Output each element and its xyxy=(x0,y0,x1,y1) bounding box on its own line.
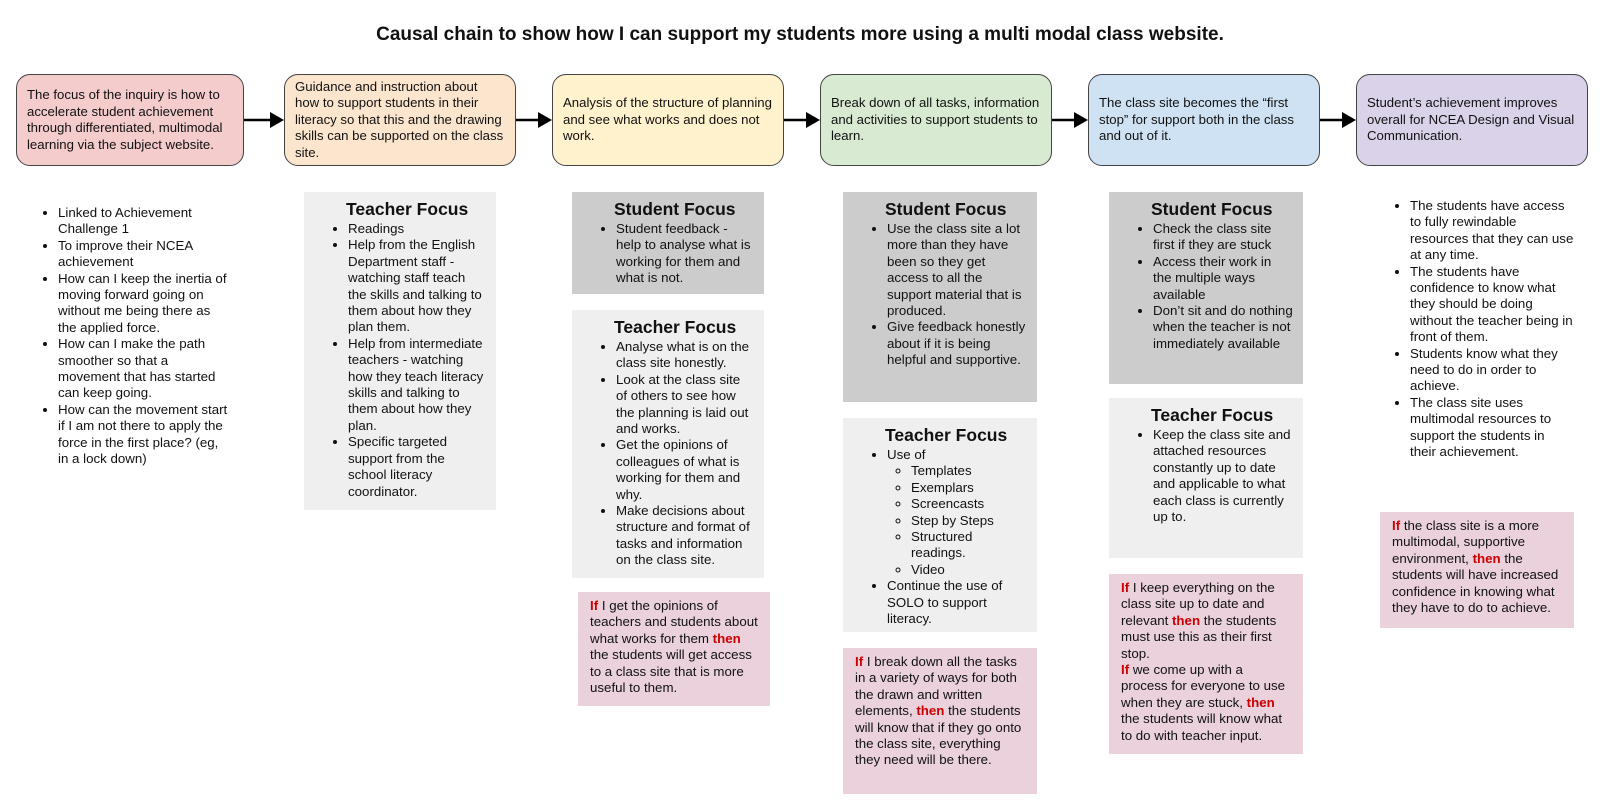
list-item: • Readings xyxy=(348,221,486,237)
list-item: • Help from intermediate teachers - watching how they teach literacy skills and talking to them about how they plan. xyxy=(348,336,486,434)
if-keyword: If xyxy=(590,598,599,613)
hypothesis-text: the students must use this as their first stop. xyxy=(1121,612,1277,661)
col3-teacher-focus xyxy=(572,310,764,578)
hypothesis-text: I keep everything on the class site up to date and relevant xyxy=(1121,580,1275,628)
list-item: ◦ Screencasts xyxy=(911,496,1027,512)
col6-list xyxy=(1378,198,1574,461)
list-item: • Continue the use of SOLO to support literacy. xyxy=(887,578,1027,627)
chain-node-inquiry-focus xyxy=(16,74,244,166)
hypothesis-text: the students will get access to a class site that is more useful to them. xyxy=(590,647,752,696)
col3-student-focus xyxy=(572,192,764,294)
hypothesis-text: the class site is a more multimodal, supportive environment, xyxy=(1392,518,1540,566)
list-item: • Check the class site first if they are stuck xyxy=(1153,221,1293,254)
col1-list xyxy=(26,205,232,468)
list-item: • Specific targeted support from the school literacy coordinator. xyxy=(348,434,486,500)
list-item: • To improve their NCEA achievement xyxy=(58,238,232,271)
node-text: Guidance and instruction about how to support students in their literacy so that this and the drawing skills can be supported on the class site. xyxy=(295,78,504,160)
if-keyword: If xyxy=(855,654,864,669)
list-item: • The students have access to fully rewindable resources that they can use at any time. xyxy=(1410,198,1574,264)
node-text: The focus of the inquiry is how to accelerate student achievement through differentiated, multimodal learning via the subject website. xyxy=(27,87,223,152)
list-item: • How can the movement start if I am not there to apply the force in the first place? (eg, in a lock down) xyxy=(58,402,232,468)
list-item: • Don’t sit and do nothing when the teacher is not immediately available xyxy=(1153,303,1293,352)
hypothesis-text: the students will know that if they go onto the class site, everything they need will be there. xyxy=(855,703,1022,768)
chain-node-guidance xyxy=(284,74,516,166)
list-item: • Linked to Achievement Challenge 1 xyxy=(58,205,232,238)
node-text: Analysis of the structure of planning and see what works and does not work. xyxy=(563,95,772,144)
list-item: • Use the class site a lot more than they have been so they get access to all the support material that is produced. xyxy=(887,221,1027,319)
list-item: ◦ Structured readings. xyxy=(911,529,1027,562)
chain-node-achievement xyxy=(1356,74,1588,166)
section-heading: Teacher Focus xyxy=(614,317,737,337)
section-heading: Student Focus xyxy=(614,199,736,219)
list-item: • Students know what they need to do in order to achieve. xyxy=(1410,346,1574,395)
diagram-title: Causal chain to show how I can support my students more using a multi modal class website. xyxy=(376,24,1224,45)
col3-hypothesis xyxy=(578,592,770,706)
arrow-1-to-2 xyxy=(244,106,284,134)
arrow-4-to-5 xyxy=(1052,106,1088,134)
node-text: Student’s achievement improves overall for NCEA Design and Visual Communication. xyxy=(1367,95,1575,144)
section-heading: Student Focus xyxy=(885,199,1007,219)
col5-student-focus xyxy=(1109,192,1303,384)
hypothesis-text: the students will know what to do with teacher input. xyxy=(1121,711,1283,743)
list-item: • Analyse what is on the class site honestly. xyxy=(616,339,754,372)
list-item xyxy=(887,447,1027,578)
arrow-2-to-3 xyxy=(516,106,552,134)
col6-hypothesis xyxy=(1380,512,1574,628)
list-item: • Look at the class site of others to see how the planning is laid out and works. xyxy=(616,372,754,438)
list-item: • Give feedback honestly about if it is being helpful and supportive. xyxy=(887,319,1027,368)
arrow-3-to-4 xyxy=(784,106,820,134)
list-item: • Student feedback - help to analyse what is working for them and what is not. xyxy=(616,221,754,287)
list-item: • How can I make the path smoother so that a movement that has started can keep going. xyxy=(58,336,232,402)
hypothesis-text: the students will have increased confidence in knowing what they have to do to achieve. xyxy=(1392,550,1559,616)
hypothesis-text: we come up with a process for everyone to use when they are stuck, xyxy=(1121,662,1286,710)
section-heading: Student Focus xyxy=(1151,199,1273,219)
list-item: • Keep the class site and attached resources constantly up to date and applicable to what each class is currently up to. xyxy=(1153,427,1293,525)
then-keyword: then xyxy=(712,630,741,646)
if-keyword: If xyxy=(1121,662,1130,678)
if-keyword: If xyxy=(1121,580,1130,595)
chain-node-first-stop xyxy=(1088,74,1320,166)
col4-student-focus xyxy=(843,192,1037,402)
list-item: ◦ Step by Steps xyxy=(911,513,1027,529)
node-text: The class site becomes the “first stop” for support both in the class and out of it. xyxy=(1099,95,1294,144)
list-item: • Make decisions about structure and format of tasks and information on the class site. xyxy=(616,503,754,569)
node-text: Break down of all tasks, information and activities to support students to learn. xyxy=(831,95,1040,144)
list-item: • The class site uses multimodal resources to support the students in their achievement. xyxy=(1410,395,1574,461)
chain-node-analysis xyxy=(552,74,784,166)
hypothesis-text: I break down all the tasks in a variety of ways for both the drawn and written elements, xyxy=(855,654,1017,719)
list-item: • Get the opinions of colleagues of what is working for them and why. xyxy=(616,437,754,503)
col5-hypothesis xyxy=(1109,574,1303,754)
section-heading: Teacher Focus xyxy=(346,199,469,219)
chain-node-break-down xyxy=(820,74,1052,166)
then-keyword: then xyxy=(916,703,945,719)
col5-teacher-focus xyxy=(1109,398,1303,558)
then-keyword: then xyxy=(1172,612,1201,628)
if-keyword: If xyxy=(1392,518,1401,533)
then-keyword: then xyxy=(1472,550,1501,566)
list-item: • Access their work in the multiple ways available xyxy=(1153,254,1293,303)
list-item: ◦ Video xyxy=(911,562,1027,578)
col4-teacher-focus xyxy=(843,418,1037,632)
col2-teacher-focus xyxy=(304,192,496,510)
section-heading: Teacher Focus xyxy=(885,425,1008,445)
hypothesis-text: I get the opinions of teachers and students about what works for them xyxy=(590,598,758,646)
list-item: • The students have confidence to know what they should be doing without the teacher being in front of them. xyxy=(1410,264,1574,346)
use-of-label: Use of xyxy=(887,447,926,462)
then-keyword: then xyxy=(1246,694,1275,710)
list-item: ◦ Exemplars xyxy=(911,480,1027,496)
arrow-5-to-6 xyxy=(1320,106,1356,134)
list-item: • How can I keep the inertia of moving forward going on without me being there as the applied force. xyxy=(58,271,232,337)
section-heading: Teacher Focus xyxy=(1151,405,1274,425)
list-item: ◦ Templates xyxy=(911,463,1027,479)
col4-hypothesis xyxy=(843,648,1037,794)
list-item: • Help from the English Department staff - watching staff teach the skills and talking to them about how they plan them. xyxy=(348,237,486,335)
